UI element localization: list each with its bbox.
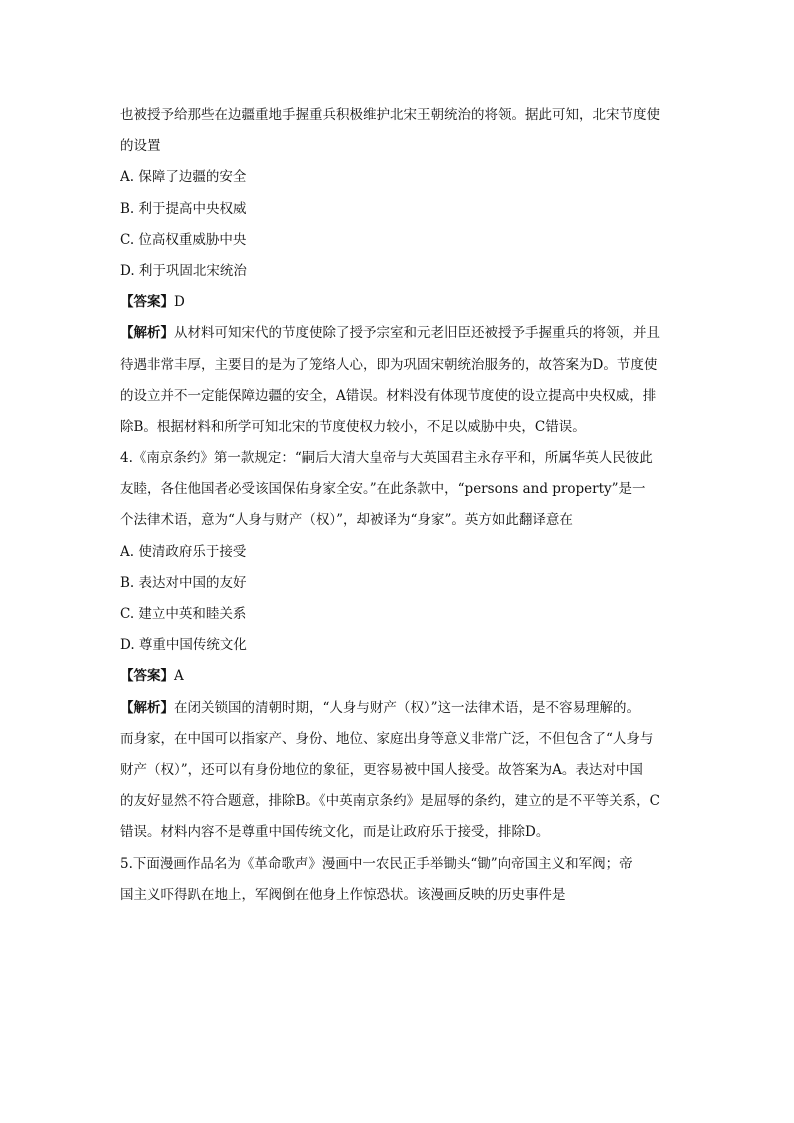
q4-option-d: D. 尊重中国传统文化 — [120, 637, 247, 654]
document-page — [120, 100, 676, 911]
q3-stem-line-2: 的设置 — [120, 138, 161, 155]
q3-analysis-line-1 — [120, 318, 676, 349]
q3-option-c: C. 位高权重威胁中央 — [120, 231, 247, 248]
q4-answer-value: A — [174, 668, 184, 685]
q4-answer-label: 【答案】 — [120, 668, 174, 685]
q4-option-c: C. 建立中英和睦关系 — [120, 606, 247, 622]
q3-option-b: B. 利于提高中央权威 — [120, 200, 247, 217]
q4-analysis-line-3: 财产（权）”，还可以有身份地位的象征，更容易被中国人接受。故答案为A。表达对中国 — [120, 761, 643, 778]
q3-option-d: D. 利于巩固北宋统治 — [120, 262, 247, 279]
q4-stem-line-2: 友睦，各住他国者必受该国保佑身家全安。”在此条款中，“persons and property”是一 — [120, 481, 646, 498]
q3-answer-label: 【答案】 — [120, 294, 174, 311]
q3-answer — [120, 287, 676, 318]
q3-analysis-line-3: 的设立并不一定能保障边疆的安全，A错误。材料没有体现节度使的设立提高中央权威，排 — [120, 387, 657, 404]
q4-option-a: A. 使清政府乐于接受 — [120, 543, 247, 560]
q3-stem-line-1: 也被授予给那些在边疆重地手握重兵积极维护北宋王朝统治的将领。据此可知，北宋节度使 — [120, 107, 660, 123]
question-5 — [120, 849, 676, 911]
q4-analysis-line-2: 而身家，在中国可以指家产、身份、地位、家庭出身等意义非常广泛，不但包含了“人身与 — [120, 730, 654, 747]
q4-analysis-line-1 — [120, 693, 676, 724]
q4-analysis-line-4: 的友好显然不符合题意，排除B。《中英南京条约》是屈辱的条约，建立的是不平等关系，C — [120, 793, 660, 810]
q3-analysis-label: 【解析】 — [120, 325, 174, 342]
q3-analysis-line-4: 除B。根据材料和所学可知北宋的节度使权力较小，不足以威胁中央，C错误。 — [120, 418, 586, 435]
q4-stem-line-3: 个法律术语，意为“人身与财产（权）”，却被译为“身家”。英方如此翻译意在 — [120, 512, 573, 529]
q3-analysis-text-1: 从材料可知宋代的节度使除了授予宗室和元老旧臣还被授予手握重兵的将领，并且 — [174, 325, 660, 342]
q4-option-b: B. 表达对中国的友好 — [120, 574, 247, 591]
q4-analysis-text-1: 在闭关锁国的清朝时期，“人身与财产（权）”这一法律术语，是不容易理解的。 — [174, 699, 641, 716]
q3-answer-value: D — [174, 294, 185, 311]
q5-stem-line-2: 国主义吓得趴在地上，军阀倒在他身上作惊恐状。该漫画反映的历史事件是 — [120, 886, 566, 903]
q4-analysis-line-5: 错误。材料内容不是尊重中国传统文化，而是让政府乐于接受，排除D。 — [120, 824, 550, 841]
q3-analysis-line-2: 待遇非常丰厚，主要目的是为了笼络人心，即为巩固宋朝统治服务的，故答案为D。节度使 — [120, 356, 658, 373]
q5-stem-line-1: 5.下面漫画作品名为《革命歌声》漫画中一农民正手举锄头“锄”向帝国主义和军阀；帝 — [120, 855, 633, 872]
q4-analysis-label: 【解析】 — [120, 699, 174, 716]
q4-stem-line-1: 4.《南京条约》第一款规定：“嗣后大清大皇帝与大英国君主永存平和，所属华英人民彼此 — [120, 450, 653, 467]
q3-option-a: A. 保障了边疆的安全 — [120, 169, 247, 186]
question-3 — [120, 100, 676, 443]
question-4 — [120, 443, 676, 848]
q4-answer — [120, 661, 676, 692]
